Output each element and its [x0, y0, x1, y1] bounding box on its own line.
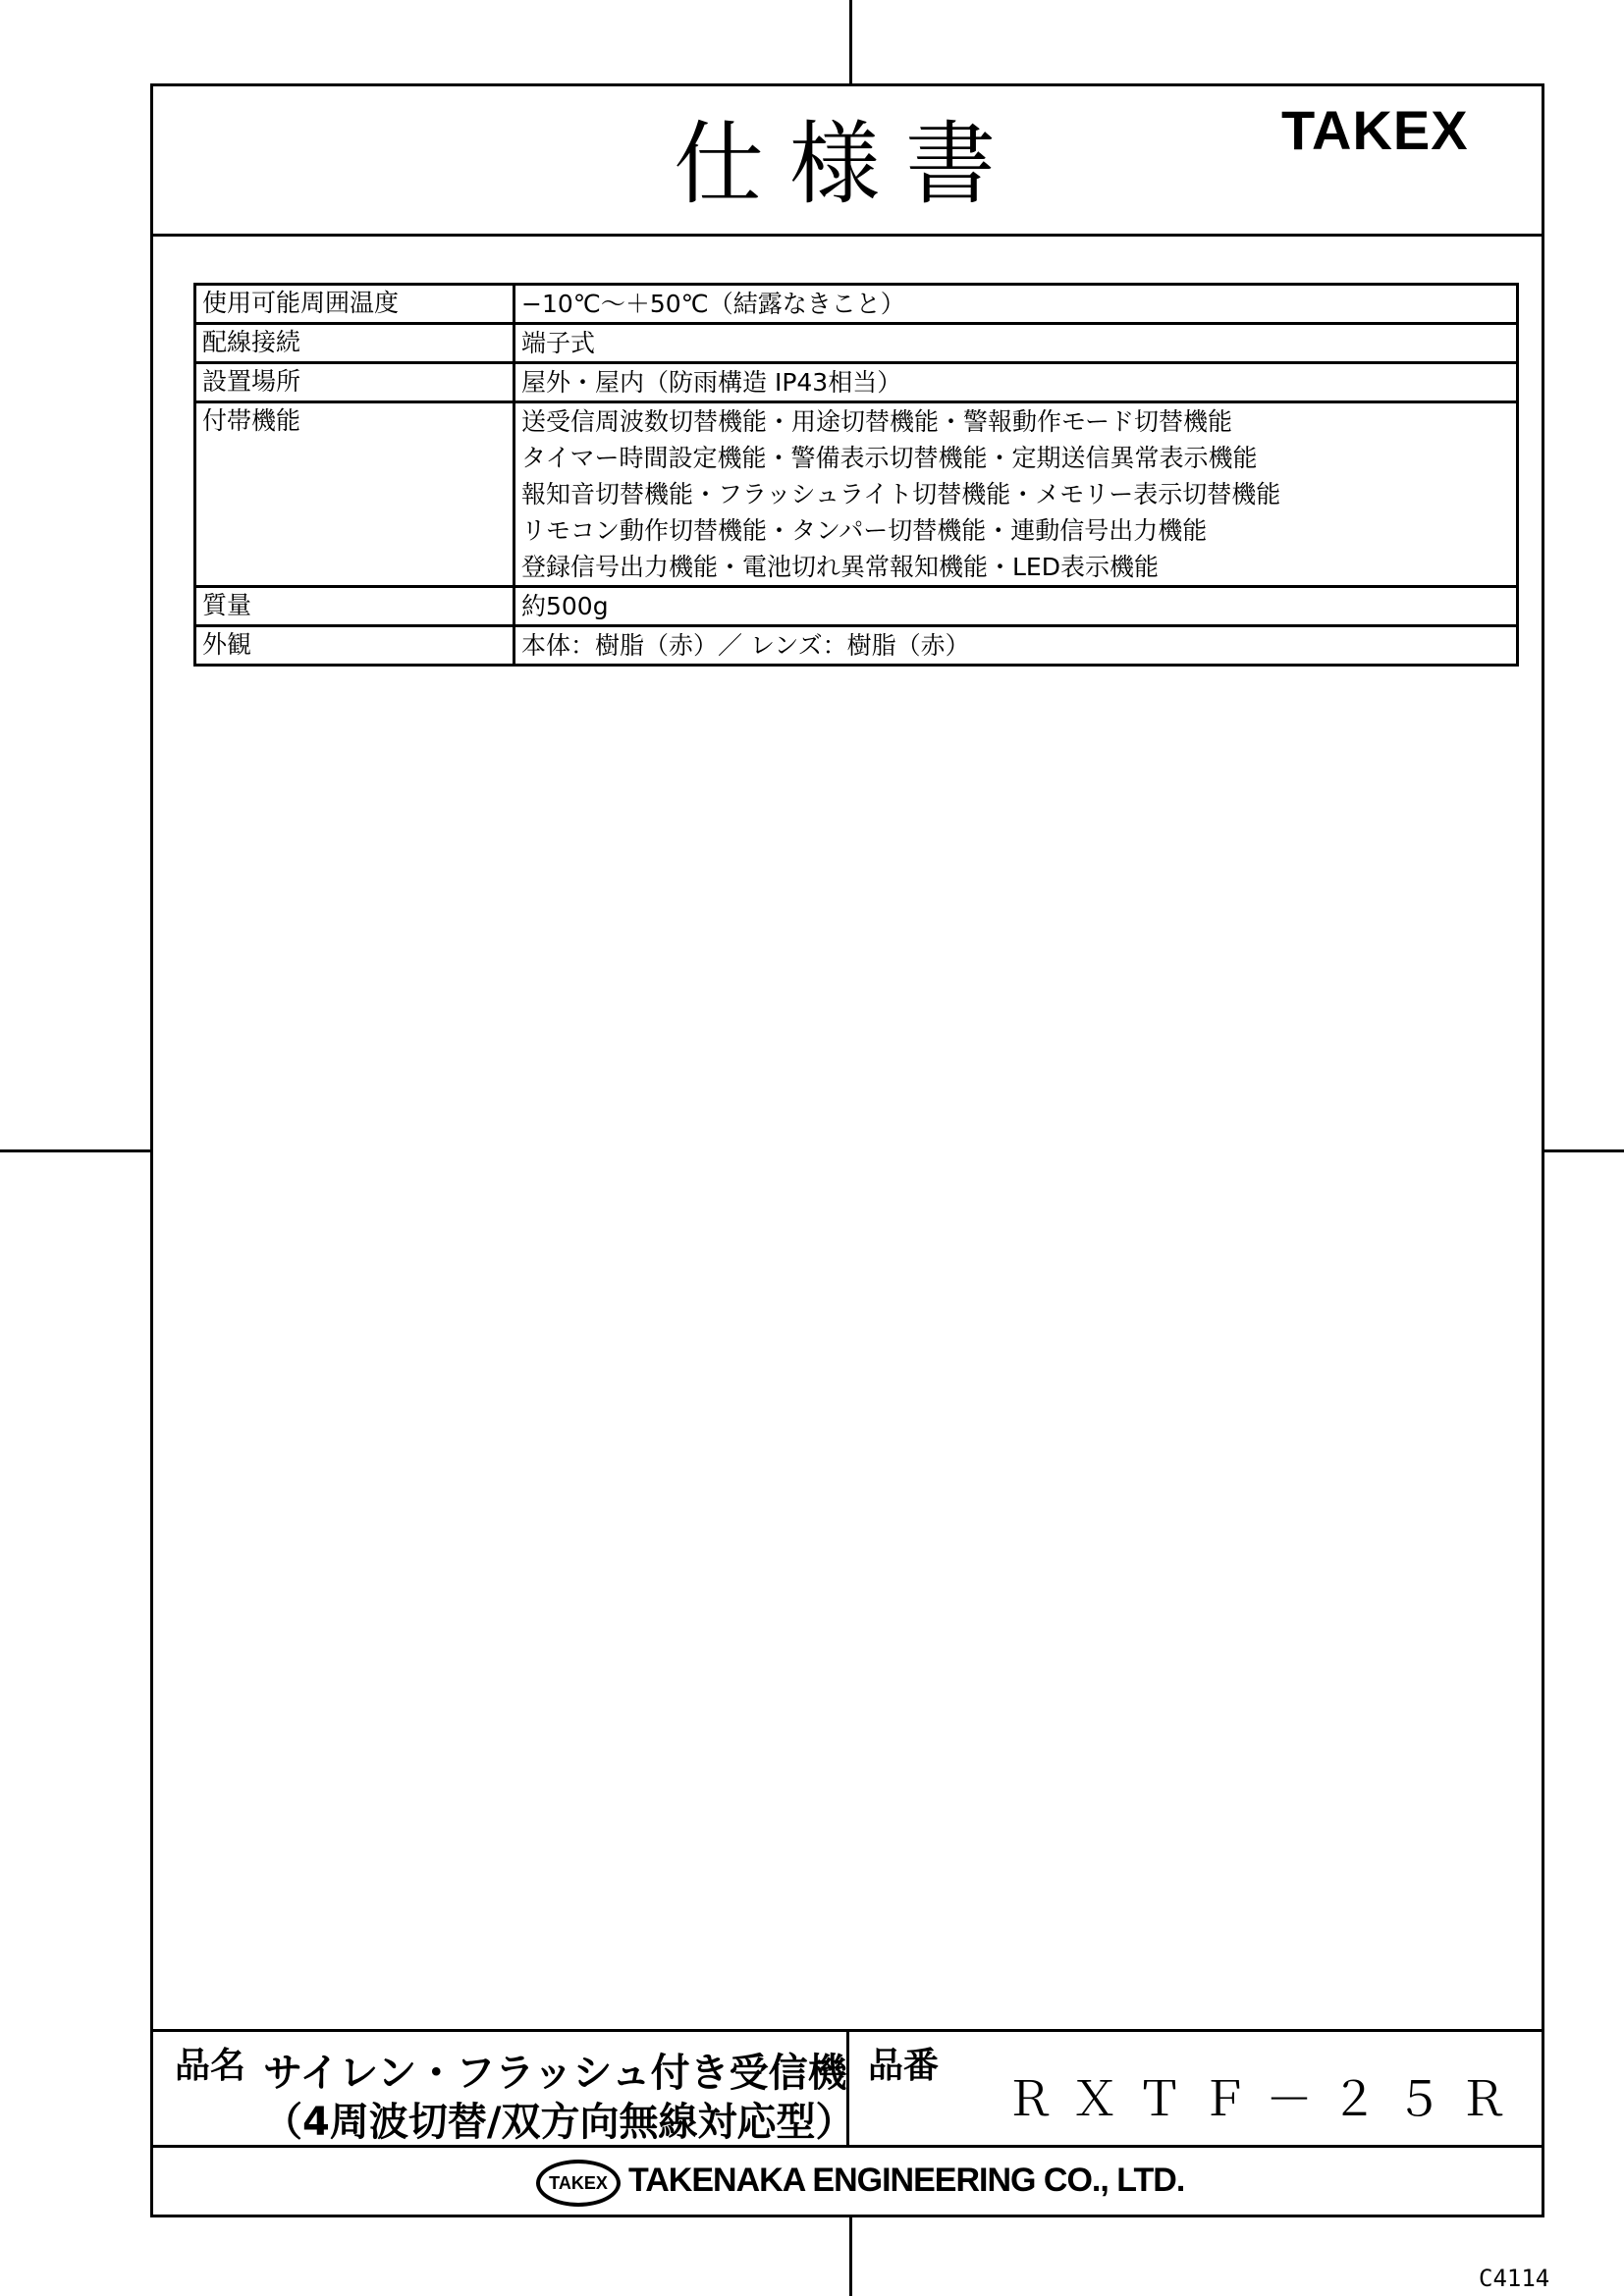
- brand-logo: TAKEX: [1281, 99, 1469, 161]
- product-name-line1: サイレン・フラッシュ付き受信機: [263, 2051, 847, 2096]
- spec-value: [514, 324, 1518, 363]
- spec-value: [514, 626, 1518, 666]
- crop-mark-top: [849, 0, 852, 83]
- spec-value-line: 送受信周波数切替機能・用途切替機能・警報動作モード切替機能: [521, 407, 1233, 436]
- spec-row: [195, 324, 1518, 363]
- spec-value: [514, 402, 1518, 587]
- spec-label: 使用可能周囲温度: [195, 285, 514, 324]
- spec-row: [195, 626, 1518, 666]
- product-name-label: 品名: [175, 2046, 246, 2086]
- spec-value-line: リモコン動作切替機能・タンパー切替機能・連動信号出力機能: [521, 516, 1208, 545]
- spec-value: [514, 285, 1518, 324]
- spec-value: [514, 363, 1518, 402]
- spec-value-line: 登録信号出力機能・電池切れ異常報知機能・LED表示機能: [521, 553, 1159, 581]
- company-logo-text: TAKEX: [549, 2172, 608, 2193]
- crop-mark-bottom: [849, 2217, 852, 2296]
- spec-row: [195, 402, 1518, 587]
- spec-label: 質量: [195, 587, 514, 626]
- company-logo: [536, 2160, 621, 2207]
- spec-value-line: 報知音切替機能・フラッシュライト切替機能・メモリー表示切替機能: [521, 480, 1281, 508]
- spec-value: [514, 587, 1518, 626]
- spec-value-line: −10℃〜＋50℃（結露なきこと）: [521, 290, 905, 318]
- spec-label: 外観: [195, 626, 514, 666]
- spec-row: [195, 285, 1518, 324]
- spec-value-line: 屋外・屋内（防雨構造 IP43相当）: [521, 368, 902, 397]
- product-number-label: 品番: [868, 2046, 940, 2086]
- crop-mark-right: [1544, 1149, 1624, 1152]
- spec-row: [195, 363, 1518, 402]
- document-title: 仕様書: [673, 112, 1021, 217]
- product-number: ＲＸＴＦ－２５Ｒ: [1006, 2074, 1526, 2126]
- spec-table: [193, 283, 1519, 667]
- spec-label: 設置場所: [195, 363, 514, 402]
- document-code: C4114: [1479, 2265, 1550, 2292]
- spec-value-line: 本体：樹脂（赤）／ レンズ：樹脂（赤）: [521, 631, 970, 660]
- spec-row: [195, 587, 1518, 626]
- header-divider: [150, 234, 1544, 237]
- company-name: TAKENAKA ENGINEERING CO., LTD.: [628, 2162, 1185, 2199]
- spec-label: 配線接続: [195, 324, 514, 363]
- spec-value-line: タイマー時間設定機能・警備表示切替機能・定期送信異常表示機能: [521, 444, 1258, 472]
- spec-label: 付帯機能: [195, 402, 514, 587]
- crop-mark-left: [0, 1149, 150, 1152]
- spec-value-line: 端子式: [521, 329, 596, 357]
- spec-value-line: 約500g: [521, 592, 609, 620]
- product-name-line2: （4周波切替/双方向無線対応型）: [263, 2100, 855, 2145]
